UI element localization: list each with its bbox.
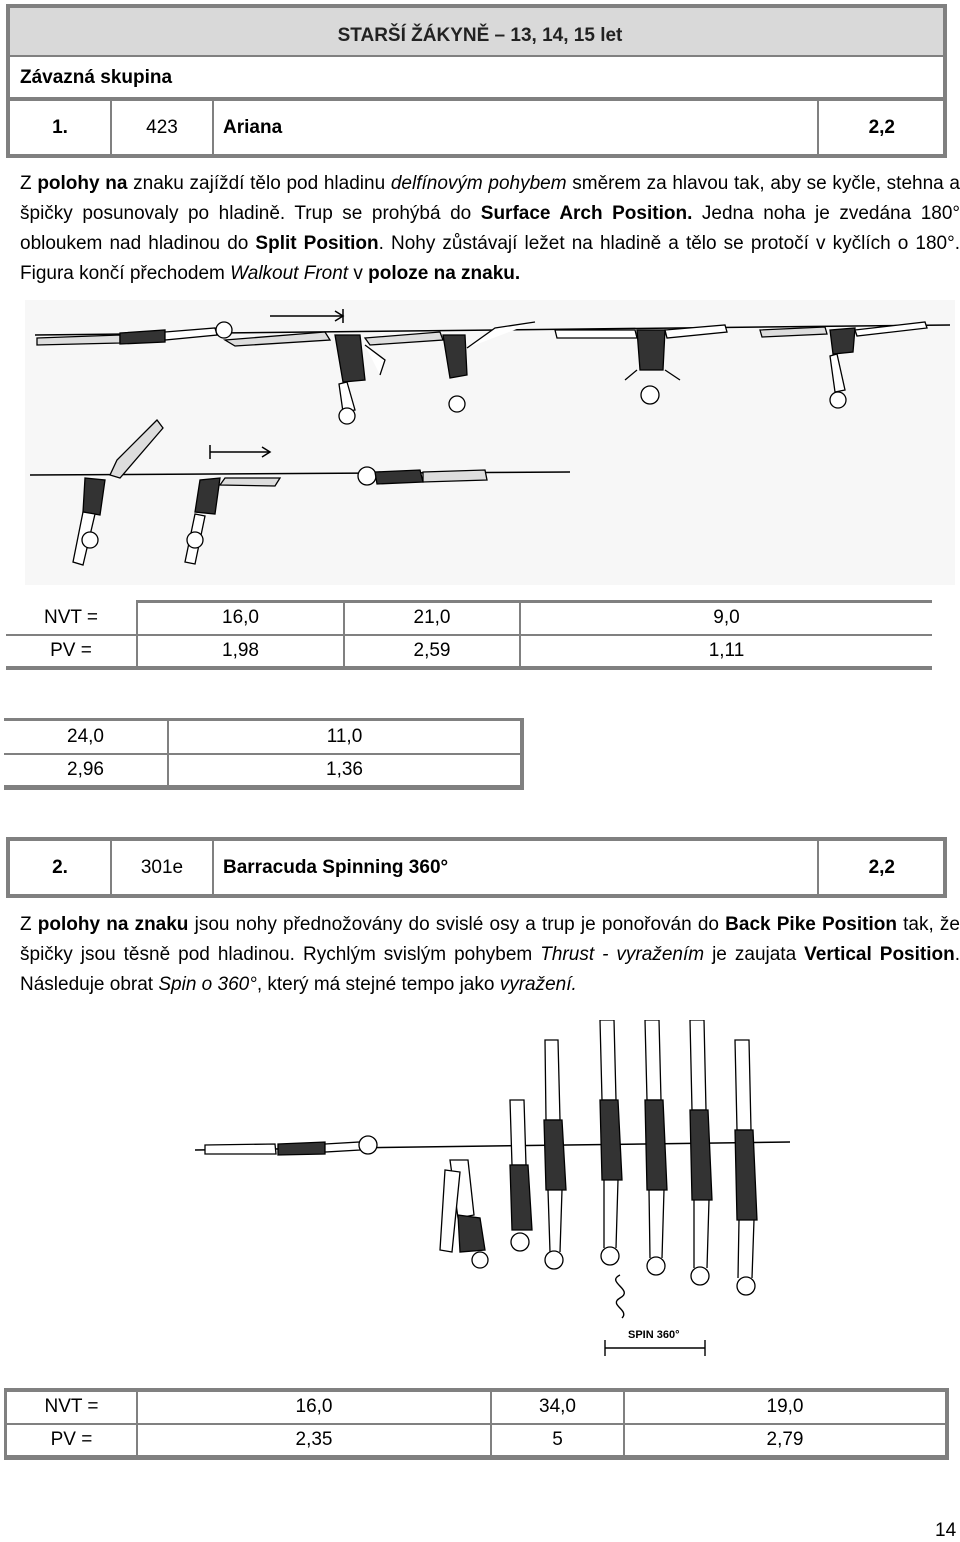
figure-number: 2. xyxy=(52,856,68,878)
swimmer-floating xyxy=(205,1136,377,1155)
category-title: STARŠÍ ŽÁKYNĚ – 13, 14, 15 let xyxy=(337,25,623,46)
extra-nvt-2: 11,0 xyxy=(326,726,363,747)
pv-label: PV = xyxy=(50,640,92,661)
swimmer-vertical-1 xyxy=(510,1100,532,1251)
swimmer-vertical-3 xyxy=(600,1020,622,1265)
pv-value-1: 2,35 xyxy=(295,1429,333,1450)
swimmer-pike xyxy=(440,1160,488,1268)
figure-difficulty: 2,2 xyxy=(868,116,895,138)
group-label: Závazná skupina xyxy=(20,67,173,88)
figure-name: Barracuda Spinning 360° xyxy=(223,856,449,878)
page-number: 14 xyxy=(935,1520,957,1541)
barracuda-illustration xyxy=(190,1020,810,1375)
nvt-value-1: 16,0 xyxy=(295,1396,333,1417)
extra-pv-2: 1,36 xyxy=(326,759,363,780)
figure-name: Ariana xyxy=(223,116,283,138)
nvt-value-3: 19,0 xyxy=(766,1396,804,1417)
extra-nvt-1: 24,0 xyxy=(67,726,104,747)
header-box xyxy=(6,4,947,158)
figure1-score-table-2 xyxy=(4,718,524,790)
nvt-label: NVT = xyxy=(44,1396,99,1417)
figure-difficulty: 2,2 xyxy=(868,856,895,878)
figure2-description: Z polohy na znaku jsou nohy přednožovány do svislé osy a trup je ponořován do Back Pike Position tak, že špičky jsou těsně pod hladinou. Rychlým svislým pohybem Thrust - vyražením je zaujata Vertical Position. Následuje obrat Spin o 360°, který má stejné tempo jako vyražení. xyxy=(20,914,960,995)
figure2-score-table xyxy=(4,1388,949,1460)
nvt-label: NVT = xyxy=(43,607,99,628)
swimmer-vertical-4 xyxy=(645,1020,667,1275)
figure2-header xyxy=(6,837,947,898)
nvt-value-2: 21,0 xyxy=(413,607,451,628)
swimmer-vertical-6 xyxy=(735,1040,757,1295)
swimmer-vertical-5 xyxy=(690,1020,712,1285)
figure-code: 423 xyxy=(146,116,178,138)
figure1-description: Z polohy na znaku zajíždí tělo pod hladinu delfínovým pohybem směrem za hlavou tak, aby se kyčle, stehna a špičky posunovaly po hladině. Trup se prohýbá do Surface Arch Position. Jedna noha je zvedána 180° obloukem nad hladinou do Split Position. Nohy zůstávají ležet na hladině a tělo se protočí v kyčlích o 180°. Figura končí přechodem Walkout Front v poloze na znaku. xyxy=(20,173,960,284)
pv-label: PV = xyxy=(50,1429,93,1450)
pv-value-3: 2,79 xyxy=(766,1429,804,1450)
swimmer-vertical-2 xyxy=(544,1040,566,1269)
pv-value-3: 1,11 xyxy=(708,640,745,661)
spin-label: SPIN 360° xyxy=(628,1329,680,1341)
figure-code: 301e xyxy=(140,856,184,878)
pv-value-2: 2,59 xyxy=(413,640,451,661)
pv-value-1: 1,98 xyxy=(222,640,259,661)
figure1-score-table-1 xyxy=(6,600,932,670)
nvt-value-2: 34,0 xyxy=(539,1396,576,1417)
figure-number: 1. xyxy=(52,116,68,138)
ariana-illustration xyxy=(25,300,955,585)
spin-marker xyxy=(605,1275,705,1356)
nvt-value-3: 9,0 xyxy=(713,607,740,628)
nvt-value-1: 16,0 xyxy=(222,607,259,628)
pv-value-2: 5 xyxy=(552,1429,563,1450)
extra-pv-1: 2,96 xyxy=(67,759,104,780)
